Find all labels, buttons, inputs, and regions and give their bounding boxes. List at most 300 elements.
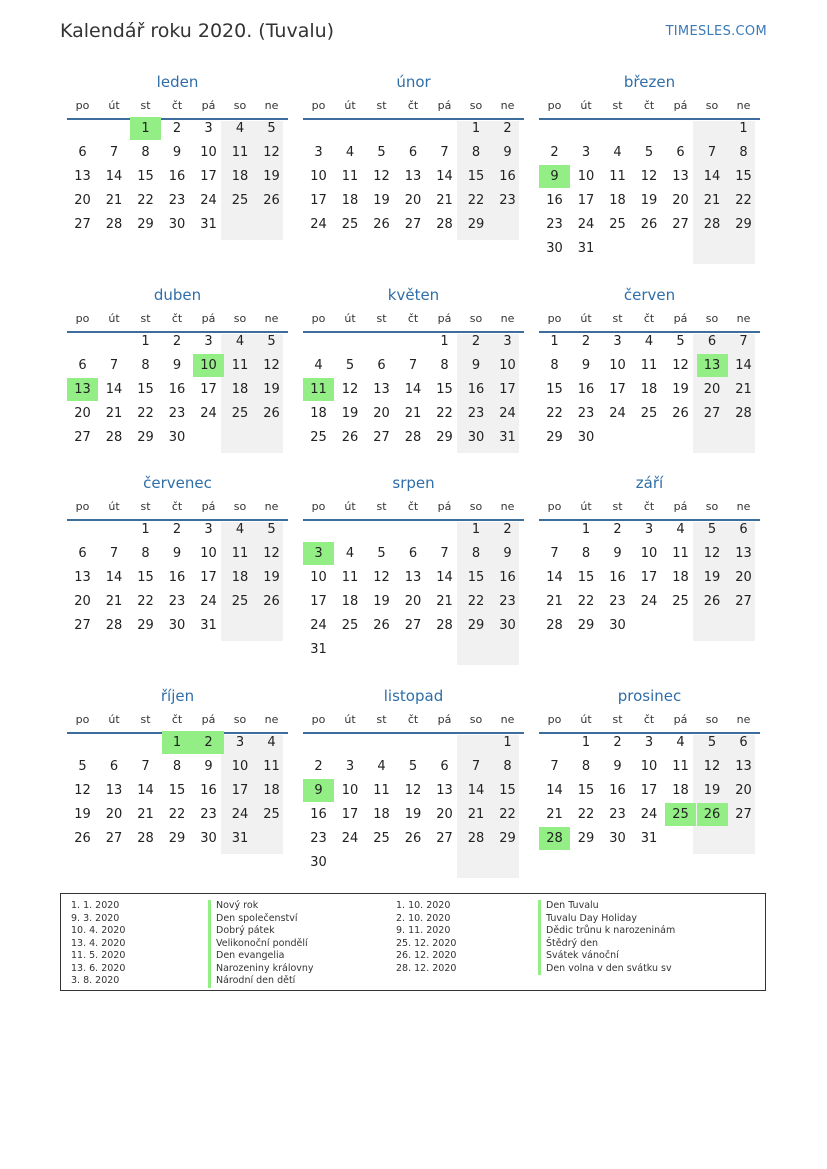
day-cell: 12 bbox=[672, 358, 689, 373]
weekday-label: so bbox=[705, 312, 719, 325]
day-cell: 16 bbox=[499, 570, 516, 585]
weekday-label: út bbox=[344, 713, 356, 726]
legend-holiday-name: Dědic trůnu k narozeninám bbox=[538, 925, 675, 938]
day-cell: 3 bbox=[204, 522, 213, 537]
day-cell: 8 bbox=[581, 759, 591, 774]
day-cell: 19 bbox=[373, 193, 390, 208]
day-cell: 2 bbox=[503, 121, 512, 136]
day-cell: 18 bbox=[640, 382, 658, 397]
day-cell: 25 bbox=[609, 217, 626, 232]
day-cell: 17 bbox=[640, 570, 658, 585]
legend-holiday-name: Dobrý pátek bbox=[208, 925, 314, 938]
day-cell: 6 bbox=[408, 145, 418, 160]
day-cell: 6 bbox=[109, 759, 119, 774]
day-cell: 10 bbox=[609, 358, 626, 373]
weekday-label: po bbox=[547, 713, 562, 726]
day-cell: 22 bbox=[577, 807, 595, 822]
day-cell: 31 bbox=[310, 642, 327, 657]
holiday-day-cell: 11 bbox=[303, 378, 334, 401]
day-cell: 16 bbox=[310, 807, 327, 822]
day-cell: 9 bbox=[503, 145, 512, 160]
day-cell: 19 bbox=[373, 594, 390, 609]
day-cell: 23 bbox=[168, 594, 186, 609]
day-cell: 28 bbox=[467, 831, 485, 846]
weekday-label: st bbox=[612, 713, 623, 726]
day-cell: 4 bbox=[345, 546, 355, 561]
day-cell: 6 bbox=[440, 759, 449, 774]
day-cell: 26 bbox=[404, 831, 422, 846]
day-cell: 30 bbox=[609, 618, 626, 633]
weekday-label: ne bbox=[736, 99, 751, 112]
holiday-day-cell: 26 bbox=[697, 803, 728, 826]
day-cell: 10 bbox=[200, 546, 217, 561]
day-cell: 4 bbox=[613, 145, 622, 160]
day-cell: 21 bbox=[546, 807, 563, 822]
day-cell: 21 bbox=[436, 193, 453, 208]
weekday-label: st bbox=[140, 99, 151, 112]
day-cell: 24 bbox=[310, 217, 327, 232]
legend-holiday-name: Den Tuvalu bbox=[538, 900, 675, 913]
day-cell: 30 bbox=[168, 618, 186, 633]
day-cell: 18 bbox=[373, 807, 390, 822]
weekday-label: po bbox=[75, 99, 90, 112]
day-cell: 28 bbox=[137, 831, 154, 846]
day-cell: 8 bbox=[172, 759, 182, 774]
day-cell: 31 bbox=[231, 831, 249, 846]
day-cell: 5 bbox=[644, 145, 654, 160]
day-cell: 2 bbox=[613, 735, 622, 750]
day-cell: 17 bbox=[310, 594, 327, 609]
day-cell: 28 bbox=[703, 217, 721, 232]
day-cell: 3 bbox=[314, 145, 323, 160]
day-cell: 17 bbox=[200, 570, 217, 585]
day-cell: 17 bbox=[577, 193, 595, 208]
holiday-day-cell: 9 bbox=[539, 165, 570, 188]
day-cell: 6 bbox=[78, 145, 87, 160]
day-cell: 14 bbox=[735, 358, 752, 373]
weekday-label: pá bbox=[201, 99, 216, 112]
weekday-label: ne bbox=[736, 713, 751, 726]
weekday-label: út bbox=[580, 312, 592, 325]
weekday-label: út bbox=[108, 500, 120, 513]
day-cell: 30 bbox=[577, 430, 595, 445]
day-cell: 6 bbox=[676, 145, 685, 160]
weekday-label: čt bbox=[171, 713, 183, 726]
day-cell: 22 bbox=[137, 594, 154, 609]
day-cell: 1 bbox=[471, 522, 481, 537]
day-cell: 22 bbox=[546, 406, 563, 421]
day-cell: 29 bbox=[735, 217, 752, 232]
day-cell: 30 bbox=[310, 855, 327, 870]
day-cell: 22 bbox=[577, 594, 595, 609]
day-cell: 6 bbox=[739, 735, 748, 750]
day-cell: 9 bbox=[471, 358, 481, 373]
day-cell: 13 bbox=[74, 169, 91, 184]
day-cell: 15 bbox=[577, 783, 595, 798]
legend-date: 2. 10. 2020 bbox=[396, 912, 451, 924]
day-cell: 15 bbox=[168, 783, 186, 798]
day-cell: 1 bbox=[440, 334, 449, 349]
day-cell: 4 bbox=[314, 358, 323, 373]
day-cell: 29 bbox=[137, 430, 154, 445]
day-cell: 19 bbox=[341, 406, 359, 421]
day-cell: 24 bbox=[200, 193, 217, 208]
day-cell: 13 bbox=[436, 783, 453, 798]
month-name: červenec bbox=[143, 474, 212, 492]
weekday-label: út bbox=[344, 99, 356, 112]
day-cell: 25 bbox=[310, 430, 327, 445]
day-cell: 28 bbox=[436, 618, 453, 633]
day-cell: 15 bbox=[577, 570, 595, 585]
weekday-label: ne bbox=[264, 713, 279, 726]
day-cell: 29 bbox=[137, 618, 154, 633]
day-cell: 3 bbox=[345, 759, 355, 774]
day-cell: 2 bbox=[581, 334, 591, 349]
legend-holiday-name: Velikonoční pondělí bbox=[208, 938, 314, 951]
day-cell: 26 bbox=[373, 217, 390, 232]
weekday-label: út bbox=[344, 312, 356, 325]
day-cell: 19 bbox=[640, 193, 658, 208]
day-cell: 12 bbox=[373, 169, 390, 184]
day-cell: 29 bbox=[467, 217, 485, 232]
day-cell: 28 bbox=[105, 618, 123, 633]
month-name: listopad bbox=[383, 687, 444, 705]
weekday-label: so bbox=[469, 713, 483, 726]
day-cell: 26 bbox=[341, 430, 359, 445]
day-cell: 11 bbox=[373, 783, 390, 798]
weekday-label: st bbox=[376, 312, 387, 325]
day-cell: 18 bbox=[609, 193, 626, 208]
day-cell: 22 bbox=[467, 594, 485, 609]
day-cell: 9 bbox=[581, 358, 591, 373]
weekday-label: po bbox=[547, 500, 562, 513]
weekday-label: út bbox=[108, 312, 120, 325]
day-cell: 18 bbox=[672, 570, 689, 585]
day-cell: 9 bbox=[172, 145, 182, 160]
legend-date: 3. 8. 2020 bbox=[71, 975, 120, 986]
day-cell: 2 bbox=[471, 334, 481, 349]
day-cell: 4 bbox=[676, 522, 685, 537]
day-cell: 10 bbox=[640, 759, 658, 774]
day-cell: 28 bbox=[404, 430, 422, 445]
day-cell: 26 bbox=[263, 193, 280, 208]
day-cell: 14 bbox=[703, 169, 721, 184]
day-cell: 20 bbox=[74, 594, 91, 609]
day-cell: 9 bbox=[172, 358, 182, 373]
weekday-label: so bbox=[705, 713, 719, 726]
day-cell: 26 bbox=[74, 831, 91, 846]
day-cell: 14 bbox=[137, 783, 154, 798]
weekday-label: po bbox=[311, 99, 326, 112]
weekday-label: čt bbox=[171, 500, 183, 513]
day-cell: 25 bbox=[263, 807, 280, 822]
day-cell: 16 bbox=[168, 169, 186, 184]
day-cell: 14 bbox=[404, 382, 422, 397]
day-cell: 23 bbox=[168, 193, 186, 208]
day-cell: 14 bbox=[467, 783, 485, 798]
day-cell: 29 bbox=[577, 618, 595, 633]
weekday-label: čt bbox=[643, 312, 655, 325]
day-cell: 4 bbox=[267, 735, 276, 750]
day-cell: 6 bbox=[377, 358, 386, 373]
legend-holiday-name: Štědrý den bbox=[538, 938, 675, 951]
day-cell: 7 bbox=[109, 145, 119, 160]
weekday-label: st bbox=[140, 713, 151, 726]
legend-date: 28. 12. 2020 bbox=[396, 962, 457, 974]
day-cell: 23 bbox=[467, 406, 485, 421]
day-cell: 2 bbox=[613, 522, 622, 537]
day-cell: 25 bbox=[672, 594, 689, 609]
weekday-label: ne bbox=[264, 312, 279, 325]
day-cell: 5 bbox=[345, 358, 355, 373]
day-cell: 23 bbox=[546, 217, 563, 232]
day-cell: 8 bbox=[581, 546, 591, 561]
legend-dates-right bbox=[396, 900, 456, 975]
day-cell: 13 bbox=[74, 570, 91, 585]
day-cell: 26 bbox=[373, 618, 390, 633]
day-cell: 24 bbox=[640, 594, 658, 609]
day-cell: 19 bbox=[703, 783, 721, 798]
holiday-day-cell: 13 bbox=[697, 354, 728, 377]
day-cell: 8 bbox=[440, 358, 449, 373]
day-cell: 27 bbox=[436, 831, 453, 846]
day-cell: 8 bbox=[471, 546, 481, 561]
weekday-label: so bbox=[233, 99, 247, 112]
day-cell: 23 bbox=[609, 807, 626, 822]
day-cell: 15 bbox=[467, 570, 485, 585]
day-cell: 7 bbox=[141, 759, 150, 774]
day-cell: 8 bbox=[739, 145, 748, 160]
weekday-label: út bbox=[580, 99, 592, 112]
day-cell: 14 bbox=[546, 783, 563, 798]
day-cell: 7 bbox=[408, 358, 418, 373]
legend-date: 25. 12. 2020 bbox=[396, 937, 457, 949]
month-name: leden bbox=[156, 73, 199, 91]
day-cell: 29 bbox=[467, 618, 485, 633]
day-cell: 14 bbox=[105, 382, 123, 397]
day-cell: 3 bbox=[204, 334, 213, 349]
day-cell: 11 bbox=[231, 546, 249, 561]
day-cell: 19 bbox=[404, 807, 422, 822]
day-cell: 16 bbox=[168, 570, 186, 585]
day-cell: 12 bbox=[263, 145, 280, 160]
day-cell: 2 bbox=[314, 759, 323, 774]
header-rule bbox=[539, 118, 760, 120]
weekday-label: ne bbox=[500, 713, 515, 726]
day-cell: 12 bbox=[703, 546, 721, 561]
day-cell: 13 bbox=[373, 382, 390, 397]
day-cell: 13 bbox=[105, 783, 123, 798]
day-cell: 29 bbox=[546, 430, 563, 445]
day-cell: 12 bbox=[263, 546, 280, 561]
day-cell: 4 bbox=[235, 522, 245, 537]
weekday-label: pá bbox=[673, 713, 688, 726]
day-cell: 25 bbox=[231, 406, 249, 421]
day-cell: 16 bbox=[467, 382, 485, 397]
day-cell: 30 bbox=[499, 618, 516, 633]
day-cell: 23 bbox=[310, 831, 327, 846]
day-cell: 30 bbox=[200, 831, 217, 846]
day-cell: 3 bbox=[204, 121, 213, 136]
day-cell: 30 bbox=[467, 430, 485, 445]
day-cell: 24 bbox=[231, 807, 249, 822]
day-cell: 20 bbox=[404, 594, 422, 609]
day-cell: 1 bbox=[739, 121, 748, 136]
weekday-label: po bbox=[75, 713, 90, 726]
day-cell: 25 bbox=[231, 594, 249, 609]
weekday-label: út bbox=[580, 500, 592, 513]
weekday-label: pá bbox=[437, 713, 452, 726]
day-cell: 6 bbox=[78, 546, 87, 561]
day-cell: 21 bbox=[735, 382, 752, 397]
month-name: prosinec bbox=[617, 687, 682, 705]
day-cell: 17 bbox=[640, 783, 658, 798]
month-name: srpen bbox=[392, 474, 435, 492]
weekday-label: so bbox=[705, 500, 719, 513]
day-cell: 7 bbox=[109, 546, 119, 561]
weekday-label: ne bbox=[500, 312, 515, 325]
legend-date: 26. 12. 2020 bbox=[396, 950, 457, 961]
day-cell: 21 bbox=[404, 406, 422, 421]
day-cell: 26 bbox=[263, 406, 280, 421]
weekday-label: pá bbox=[673, 99, 688, 112]
day-cell: 26 bbox=[640, 217, 658, 232]
legend-date: 11. 5. 2020 bbox=[71, 950, 126, 961]
weekday-label: so bbox=[705, 99, 719, 112]
day-cell: 2 bbox=[172, 334, 182, 349]
day-cell: 20 bbox=[74, 406, 91, 421]
day-cell: 9 bbox=[204, 759, 213, 774]
day-cell: 27 bbox=[105, 831, 123, 846]
weekday-label: po bbox=[75, 312, 90, 325]
day-cell: 3 bbox=[235, 735, 245, 750]
day-cell: 8 bbox=[141, 145, 150, 160]
day-cell: 29 bbox=[168, 831, 186, 846]
day-cell: 10 bbox=[499, 358, 516, 373]
holiday-day-cell: 13 bbox=[67, 378, 98, 401]
day-cell: 2 bbox=[172, 522, 182, 537]
day-cell: 18 bbox=[341, 193, 359, 208]
day-cell: 22 bbox=[735, 193, 752, 208]
weekday-label: so bbox=[469, 312, 483, 325]
day-cell: 17 bbox=[609, 382, 626, 397]
day-cell: 29 bbox=[499, 831, 516, 846]
day-cell: 5 bbox=[267, 121, 276, 136]
weekday-label: ne bbox=[264, 500, 279, 513]
day-cell: 5 bbox=[707, 735, 717, 750]
day-cell: 19 bbox=[263, 570, 280, 585]
day-cell: 14 bbox=[105, 169, 123, 184]
day-cell: 19 bbox=[263, 169, 280, 184]
day-cell: 28 bbox=[105, 217, 123, 232]
day-cell: 13 bbox=[672, 169, 689, 184]
day-cell: 8 bbox=[471, 145, 481, 160]
day-cell: 11 bbox=[231, 145, 249, 160]
weekday-label: ne bbox=[500, 500, 515, 513]
day-cell: 7 bbox=[550, 546, 559, 561]
day-cell: 27 bbox=[74, 430, 91, 445]
day-cell: 15 bbox=[436, 382, 453, 397]
day-cell: 20 bbox=[74, 193, 91, 208]
weekday-label: st bbox=[612, 500, 623, 513]
day-cell: 8 bbox=[141, 358, 150, 373]
day-cell: 6 bbox=[739, 522, 748, 537]
day-cell: 23 bbox=[499, 594, 516, 609]
day-cell: 17 bbox=[200, 382, 217, 397]
day-cell: 13 bbox=[404, 169, 422, 184]
day-cell: 23 bbox=[609, 594, 626, 609]
weekday-label: pá bbox=[437, 500, 452, 513]
weekday-label: po bbox=[311, 312, 326, 325]
day-cell: 27 bbox=[404, 618, 422, 633]
day-cell: 4 bbox=[676, 735, 685, 750]
day-cell: 11 bbox=[263, 759, 280, 774]
day-cell: 1 bbox=[550, 334, 559, 349]
day-cell: 27 bbox=[404, 217, 422, 232]
month-name: březen bbox=[623, 73, 676, 91]
day-cell: 18 bbox=[231, 382, 249, 397]
day-cell: 21 bbox=[137, 807, 154, 822]
day-cell: 6 bbox=[707, 334, 717, 349]
day-cell: 17 bbox=[231, 783, 249, 798]
day-cell: 10 bbox=[577, 169, 595, 184]
day-cell: 13 bbox=[735, 759, 752, 774]
day-cell: 3 bbox=[581, 145, 591, 160]
day-cell: 31 bbox=[200, 618, 217, 633]
day-cell: 19 bbox=[672, 382, 689, 397]
legend-date: 9. 3. 2020 bbox=[71, 912, 120, 924]
day-cell: 29 bbox=[137, 217, 154, 232]
day-cell: 16 bbox=[168, 382, 186, 397]
holiday-day-cell: 1 bbox=[162, 731, 193, 754]
brand-link[interactable]: TIMESLES.COM bbox=[665, 24, 767, 39]
day-cell: 16 bbox=[609, 570, 626, 585]
day-cell: 23 bbox=[168, 406, 186, 421]
day-cell: 25 bbox=[373, 831, 390, 846]
weekday-label: st bbox=[376, 500, 387, 513]
holiday-day-cell: 3 bbox=[303, 542, 334, 565]
day-cell: 23 bbox=[577, 406, 595, 421]
day-cell: 12 bbox=[263, 358, 280, 373]
day-cell: 21 bbox=[467, 807, 485, 822]
day-cell: 12 bbox=[74, 783, 91, 798]
day-cell: 27 bbox=[74, 618, 91, 633]
legend-holiday-name: Den volna v den svátku sv bbox=[538, 963, 675, 976]
day-cell: 14 bbox=[105, 570, 123, 585]
holiday-day-cell: 1 bbox=[130, 117, 161, 140]
day-cell: 12 bbox=[703, 759, 721, 774]
month-name: říjen bbox=[160, 687, 195, 705]
day-cell: 10 bbox=[640, 546, 658, 561]
day-cell: 21 bbox=[105, 406, 123, 421]
legend-date: 13. 6. 2020 bbox=[71, 962, 126, 974]
day-cell: 20 bbox=[703, 382, 721, 397]
holiday-legend bbox=[60, 893, 766, 991]
legend-holiday-name: Tuvalu Day Holiday bbox=[538, 913, 675, 926]
legend-date: 1. 1. 2020 bbox=[71, 900, 120, 911]
day-cell: 18 bbox=[341, 594, 359, 609]
legend-holiday-name: Den společenství bbox=[208, 913, 314, 926]
legend-names-right bbox=[538, 900, 675, 975]
day-cell: 11 bbox=[341, 169, 359, 184]
day-cell: 30 bbox=[546, 241, 563, 256]
weekday-label: pá bbox=[201, 312, 216, 325]
day-cell: 1 bbox=[141, 522, 150, 537]
day-cell: 9 bbox=[503, 546, 512, 561]
day-cell: 19 bbox=[703, 570, 721, 585]
weekday-label: ne bbox=[736, 500, 751, 513]
weekday-label: pá bbox=[201, 500, 216, 513]
